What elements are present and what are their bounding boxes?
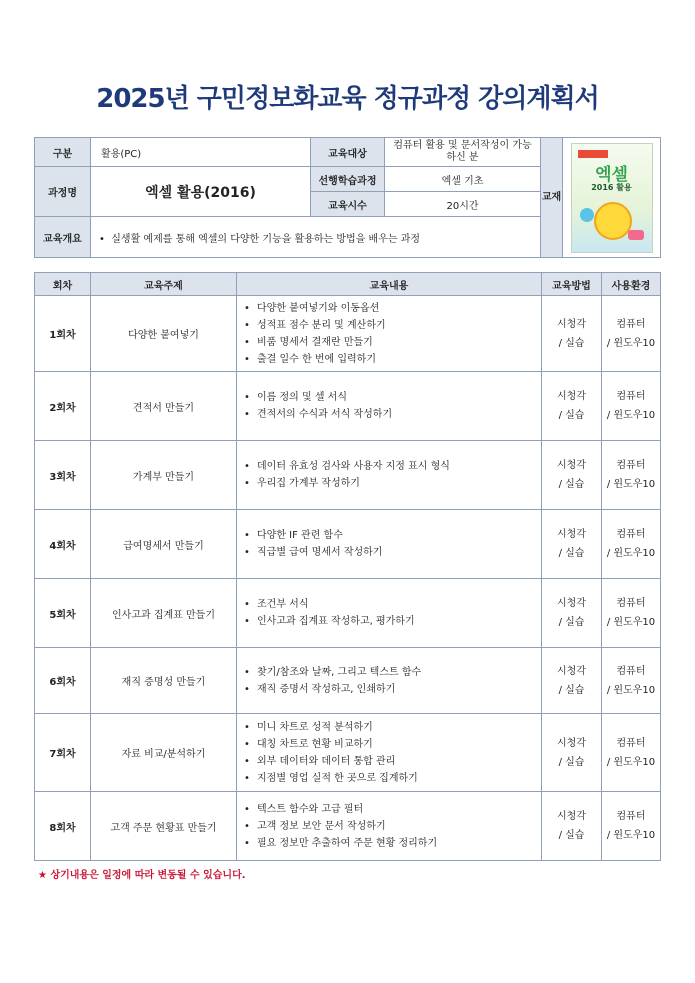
header-method: 교육방법 [542,273,602,296]
method-primary: 시청각 [557,460,586,471]
method-secondary: / 실습 [558,756,585,768]
content-item: • 다양한 붙여넣기와 이동옵션 [257,300,541,317]
content-list [237,719,541,787]
overview-label: 교육개요 [35,217,91,258]
environment-primary: 컴퓨터 [616,811,646,822]
method-secondary: / 실습 [558,617,585,628]
content-item: • 우리집 가계부 작성하기 [257,475,541,492]
session-topic: 급여명세서 만들기 [91,510,237,579]
session-environment [602,579,661,648]
overview-value: 실생활 예제를 통해 엑셀의 다양한 기능을 활용하는 방법을 배우는 과정 [111,233,421,245]
course-info-table [34,137,661,258]
environment-secondary: / 윈도우10 [606,617,656,628]
session-content [237,510,542,579]
environment-secondary: / 윈도우10 [606,756,656,768]
session-number: 1회차 [35,296,91,372]
content-list [237,527,541,561]
document-title: 2025년 구민정보화교육 정규과정 강의계획서 [96,84,599,114]
session-environment [602,714,661,792]
session-content [237,792,542,861]
table-row [35,510,661,579]
session-content [237,372,542,441]
book-title: 엑셀 [595,164,628,185]
session-content [237,714,542,792]
target-value: 컴퓨터 활용 및 문서작성이 가능하신 분 [385,138,541,167]
schedule-table [34,272,661,861]
content-list [237,664,541,698]
content-item: • 대칭 차트로 현황 비교하기 [257,736,541,753]
table-row [35,579,661,648]
category-value: 활용(PC) [91,138,311,167]
method-secondary: / 실습 [558,548,585,559]
session-topic: 견적서 만들기 [91,372,237,441]
session-topic: 재직 증명성 만들기 [91,648,237,714]
environment-primary: 컴퓨터 [616,391,646,402]
table-row [35,441,661,510]
content-item: • 필요 정보만 추출하여 주문 현황 정리하기 [257,835,541,852]
environment-secondary: / 윈도우10 [606,830,656,841]
overview-cell [91,217,541,258]
textbook-cover [571,143,653,253]
session-number: 6회차 [35,648,91,714]
session-method [542,441,602,510]
prereq-value: 엑셀 기초 [385,167,541,192]
session-content [237,296,542,372]
session-environment [602,372,661,441]
content-list [237,801,541,852]
textbook-label: 교재 [541,138,563,258]
content-list [237,458,541,492]
environment-secondary: / 윈도우10 [606,410,656,421]
table-row [35,792,661,861]
method-primary: 시청각 [557,529,586,540]
method-secondary: / 실습 [558,479,585,490]
environment-primary: 컴퓨터 [616,737,646,749]
header-environment: 사용환경 [602,273,661,296]
environment-secondary: / 윈도우10 [606,548,656,559]
method-primary: 시청각 [557,737,586,749]
table-row [35,372,661,441]
method-primary: 시청각 [557,665,586,677]
session-method [542,296,602,372]
session-content [237,648,542,714]
session-method [542,579,602,648]
header-session: 회차 [35,273,91,296]
environment-secondary: / 윈도우10 [606,479,656,490]
session-method [542,372,602,441]
book-badge [578,150,608,158]
session-environment [602,296,661,372]
course-label: 과정명 [35,167,91,217]
content-item: • 이름 정의 및 셀 서식 [257,389,541,406]
session-number: 5회차 [35,579,91,648]
header-content: 교육내용 [237,273,542,296]
content-item: • 견적서의 수식과 서식 작성하기 [257,406,541,423]
session-environment [602,441,661,510]
content-item: • 성적표 점수 분리 및 계산하기 [257,317,541,334]
content-item: • 인사고과 집계표 작성하고, 평가하기 [257,613,541,630]
content-item: • 외부 데이터와 데이터 통합 관리 [257,753,541,770]
content-item: • 다양한 IF 관련 함수 [257,527,541,544]
book-illustration-ball [580,208,594,222]
environment-primary: 컴퓨터 [616,665,646,677]
textbook-cover-cell [563,138,661,258]
environment-primary: 컴퓨터 [616,318,646,330]
session-method [542,714,602,792]
content-item: • 찾기/참조와 날짜, 그리고 텍스트 함수 [257,664,541,681]
prereq-label: 선행학습과정 [311,167,385,192]
method-secondary: / 실습 [558,410,585,421]
method-primary: 시청각 [557,318,586,330]
footnote: ★ 상기내용은 일정에 따라 변동될 수 있습니다. [38,870,246,881]
table-row [35,714,661,792]
overview-bullet: • [99,233,112,245]
environment-primary: 컴퓨터 [616,460,646,471]
book-illustration-character [594,202,632,240]
course-value: 엑셀 활용(2016) [91,167,311,217]
table-row [35,648,661,714]
content-list [237,300,541,368]
session-method [542,510,602,579]
content-item: • 비품 명세서 결재란 만들기 [257,334,541,351]
method-primary: 시청각 [557,811,586,822]
content-item: • 재직 증명서 작성하고, 인쇄하기 [257,681,541,698]
session-number: 3회차 [35,441,91,510]
session-topic: 다양한 붙여넣기 [91,296,237,372]
session-topic: 고객 주문 현황표 만들기 [91,792,237,861]
category-label: 구분 [35,138,91,167]
session-topic: 자료 비교/분석하기 [91,714,237,792]
environment-primary: 컴퓨터 [616,529,646,540]
session-number: 2회차 [35,372,91,441]
session-environment [602,792,661,861]
session-method [542,792,602,861]
content-item: • 조건부 서식 [257,596,541,613]
table-row [35,296,661,372]
session-topic: 가계부 만들기 [91,441,237,510]
header-topic: 교육주제 [91,273,237,296]
session-content [237,441,542,510]
session-environment [602,648,661,714]
content-item: • 미니 차트로 성적 분석하기 [257,719,541,736]
session-environment [602,510,661,579]
hours-label: 교육시수 [311,192,385,217]
content-item: • 데이터 유효성 검사와 사용자 지정 표시 형식 [257,458,541,475]
environment-secondary: / 윈도우10 [606,684,656,696]
method-secondary: / 실습 [558,337,585,349]
content-item: • 직급별 급여 명세서 작성하기 [257,544,541,561]
method-secondary: / 실습 [558,684,585,696]
environment-secondary: / 윈도우10 [606,337,656,349]
content-list [237,389,541,423]
session-method [542,648,602,714]
book-subtitle: 2016 활용 [591,182,632,192]
session-number: 8회차 [35,792,91,861]
book-illustration-box [628,230,644,240]
session-number: 7회차 [35,714,91,792]
content-item: • 지점별 영업 실적 한 곳으로 집계하기 [257,770,541,787]
session-number: 4회차 [35,510,91,579]
content-list [237,596,541,630]
environment-primary: 컴퓨터 [616,598,646,609]
content-item: • 텍스트 함수와 고급 필터 [257,801,541,818]
method-primary: 시청각 [557,598,586,609]
method-secondary: / 실습 [558,830,585,841]
target-label: 교육대상 [311,138,385,167]
content-item: • 고객 정보 보안 문서 작성하기 [257,818,541,835]
session-content [237,579,542,648]
session-topic: 인사고과 집계표 만들기 [91,579,237,648]
content-item: • 출결 일수 한 번에 입력하기 [257,351,541,368]
hours-value: 20시간 [385,192,541,217]
method-primary: 시청각 [557,391,586,402]
